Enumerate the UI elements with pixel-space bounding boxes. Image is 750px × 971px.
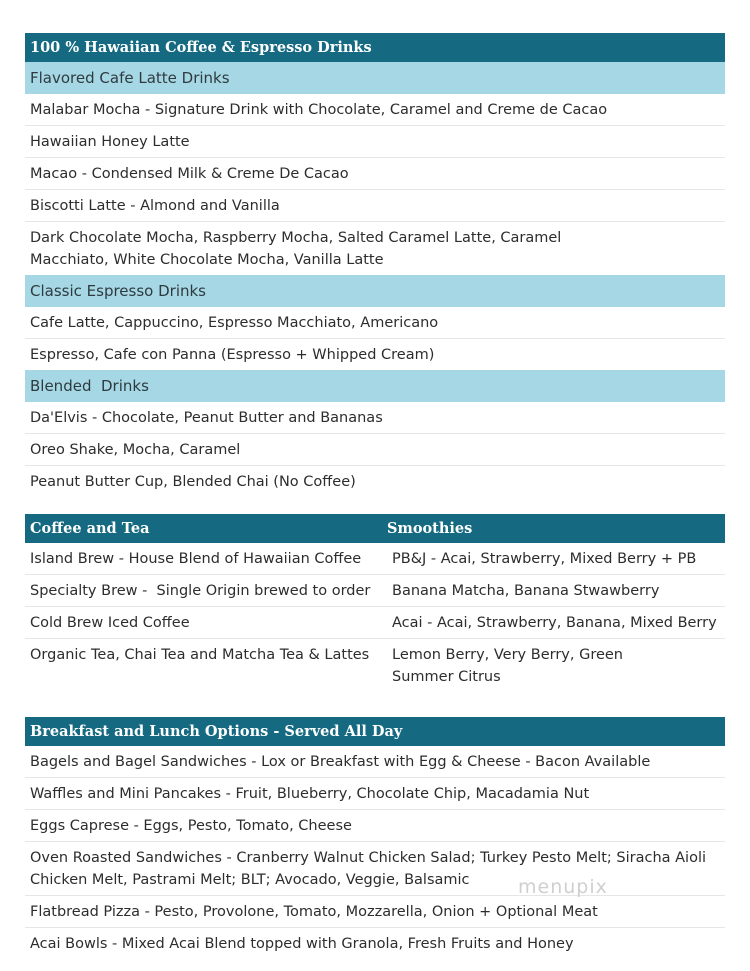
table-row — [25, 575, 725, 607]
section-header — [25, 514, 725, 543]
menu-item: Biscotti Latte - Almond and Vanilla — [25, 190, 725, 222]
subsection-header: Blended Drinks — [25, 370, 725, 402]
smoothie-item: Acai - Acai, Strawberry, Banana, Mixed Berry — [392, 615, 717, 631]
menu-item: Bagels and Bagel Sandwiches - Lox or Breakfast with Egg & Cheese - Bacon Available — [25, 746, 725, 778]
section-header: Breakfast and Lunch Options - Served All Day — [25, 717, 725, 746]
menu-item: Waffles and Mini Pancakes - Fruit, Blueberry, Chocolate Chip, Macadamia Nut — [25, 778, 725, 810]
smoothie-item: Lemon Berry, Very Berry, Green Summer Citrus — [392, 647, 623, 685]
menu-item: Espresso, Cafe con Panna (Espresso + Whipped Cream) — [30, 347, 435, 363]
coffee-tea-title: Coffee and Tea — [30, 520, 150, 537]
menu-item: Acai Bowls - Mixed Acai Blend topped with Granola, Fresh Fruits and Honey — [30, 936, 574, 952]
subsection-header: Flavored Cafe Latte Drinks — [25, 62, 725, 94]
section-header: 100 % Hawaiian Coffee & Espresso Drinks — [25, 33, 725, 62]
table-row — [25, 543, 725, 575]
breakfast-lunch-section — [25, 717, 725, 959]
menu-item: Dark Chocolate Mocha, Raspberry Mocha, Salted Caramel Latte, Caramel Macchiato, White Chocolate Mocha, Vanilla Latte — [30, 230, 562, 268]
coffee-item: Cold Brew Iced Coffee — [30, 615, 190, 631]
watermark-logo: menupix — [518, 876, 608, 898]
coffee-item: Island Brew - House Blend of Hawaiian Coffee — [30, 551, 362, 567]
coffee-item: Specialty Brew - Single Origin brewed to order — [30, 583, 371, 599]
smoothie-item: PB&J - Acai, Strawberry, Mixed Berry + PB — [392, 551, 697, 567]
menu-item: Oreo Shake, Mocha, Caramel — [25, 434, 725, 466]
subsection-header: Classic Espresso Drinks — [25, 275, 725, 307]
menu-item: Cafe Latte, Cappuccino, Espresso Macchiato, Americano — [25, 307, 725, 339]
menu-item: Malabar Mocha - Signature Drink with Chocolate, Caramel and Creme de Cacao — [25, 94, 725, 126]
menu-item: Peanut Butter Cup, Blended Chai (No Coffee) — [30, 474, 356, 490]
menu-item: Flatbread Pizza - Pesto, Provolone, Tomato, Mozzarella, Onion + Optional Meat — [25, 896, 725, 928]
menu-item: Oven Roasted Sandwiches - Cranberry Walnut Chicken Salad; Turkey Pesto Melt; Siracha Aioli Chicken Melt, Pastrami Melt; BLT; Avocado, Veggie, Balsamic — [25, 842, 725, 896]
menu-item: Macao - Condensed Milk & Creme De Cacao — [25, 158, 725, 190]
menu-item: Eggs Caprese - Eggs, Pesto, Tomato, Cheese — [25, 810, 725, 842]
smoothie-item: Banana Matcha, Banana Stwawberry — [392, 583, 660, 599]
smoothies-title: Smoothies — [387, 520, 473, 537]
table-row — [25, 639, 725, 692]
menu-item: Hawaiian Honey Latte — [25, 126, 725, 158]
coffee-smoothies-section — [25, 514, 725, 692]
menu-item: Da'Elvis - Chocolate, Peanut Butter and Bananas — [25, 402, 725, 434]
table-row — [25, 607, 725, 639]
coffee-item: Organic Tea, Chai Tea and Matcha Tea & Lattes — [30, 647, 370, 663]
espresso-drinks-section — [25, 33, 725, 497]
